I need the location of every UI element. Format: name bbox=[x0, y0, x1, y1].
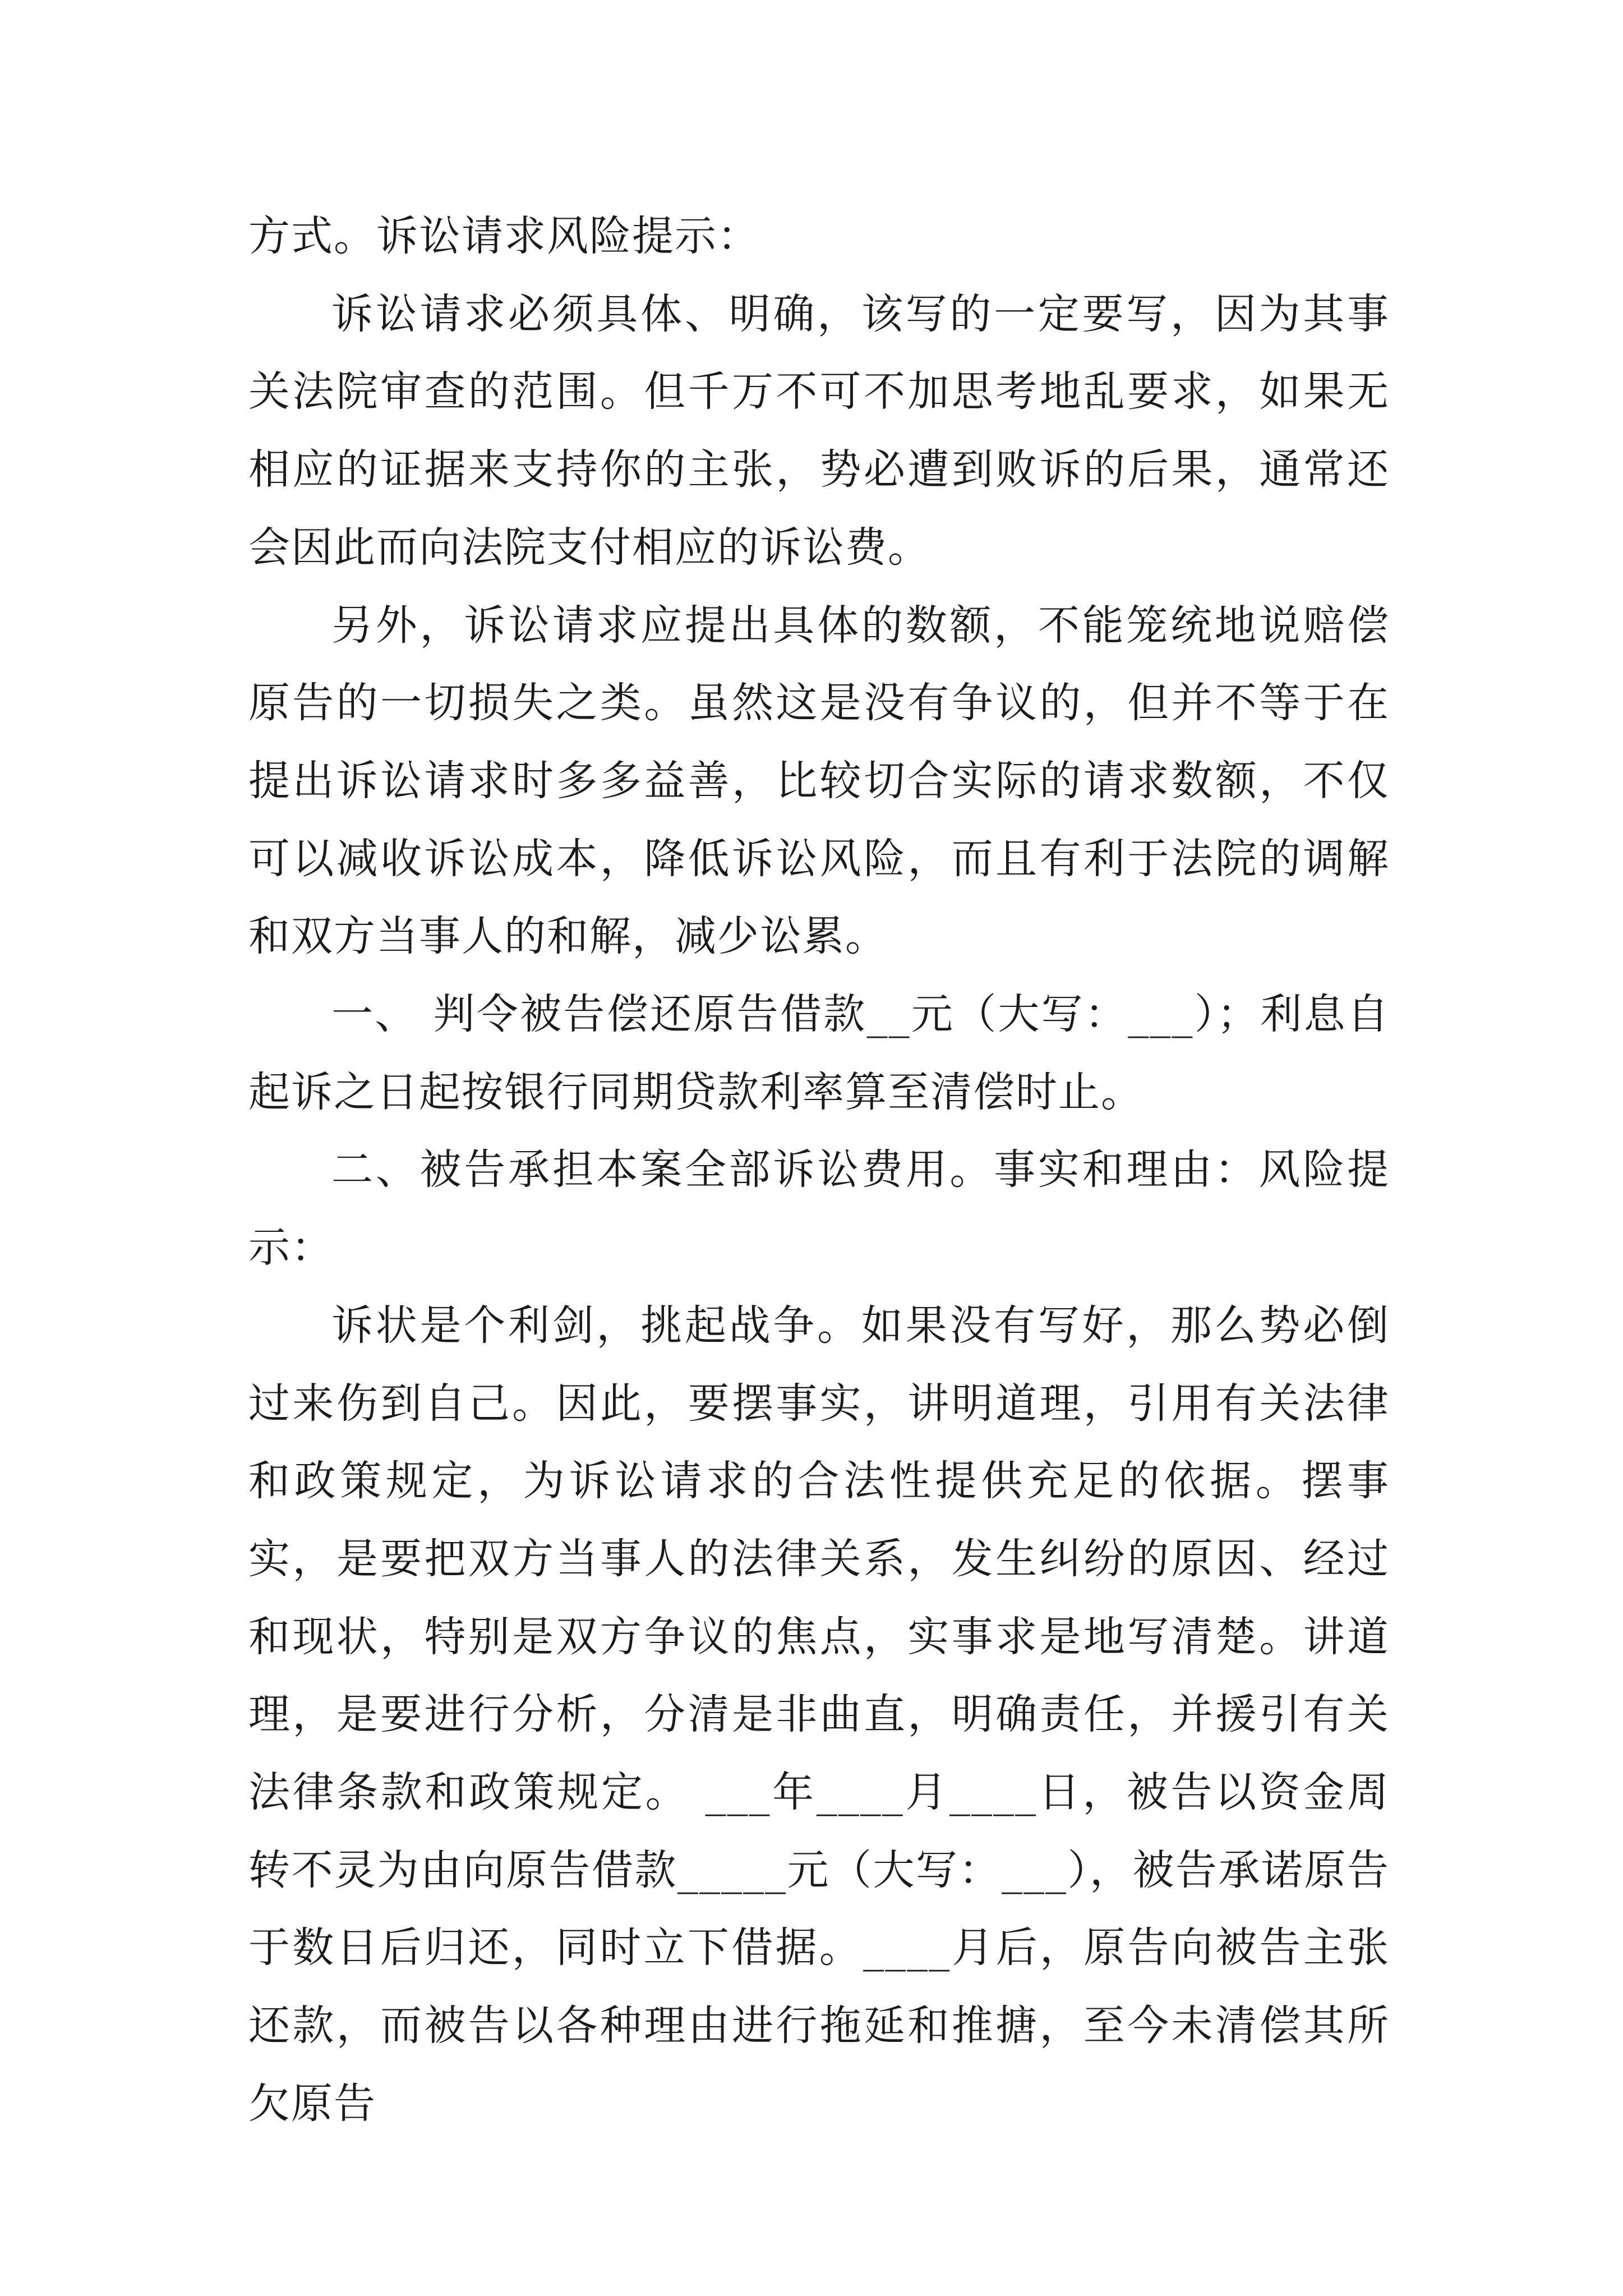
document-body bbox=[248, 197, 1390, 2143]
paragraph-4: 一、 判令被告偿还原告借款__元（大写：___）；利息自起诉之日起按银行同期贷款利率算至清偿时止。 bbox=[248, 990, 1390, 1116]
paragraph-2: 诉讼请求必须具体、明确，该写的一定要写，因为其事关法院审查的范围。但千万不可不加思考地乱要求，如果无相应的证据来支持你的主张，势必遭到败诉的后果，通常还会因此而向法院支付相应的诉讼费。 bbox=[248, 289, 1390, 572]
paragraph-5: 二、被告承担本案全部诉讼费用。事实和理由：风险提示： bbox=[248, 1145, 1390, 1272]
paragraph-1: 方式。诉讼请求风险提示： bbox=[248, 212, 760, 260]
paragraph-6: 诉状是个利剑，挑起战争。如果没有写好，那么势必倒过来伤到自己。因此，要摆事实，讲明道理，引用有关法律和政策规定，为诉讼请求的合法性提供充足的依据。摆事实，是要把双方当事人的法律关系，发生纠纷的原因、经过和现状，特别是双方争议的焦点，实事求是地写清楚。讲道理，是要进行分析，分清是非曲直，明确责任，并援引有关法律条款和政策规定。 ___年____月____日，被告以资金周转不灵为由向原告借款_____元（大写：___），被告承诺原告于数日后归还，同时立下借据。____月后，原告向被告主张还款，而被告以各种理由进行拖延和推搪，至今未清偿其所欠原告 bbox=[248, 1301, 1390, 2128]
paragraph-3: 另外，诉讼请求应提出具体的数额，不能笼统地说赔偿原告的一切损失之类。虽然这是没有争议的，但并不等于在提出诉讼请求时多多益善，比较切合实际的请求数额，不仅可以减收诉讼成本，降低诉讼风险，而且有利于法院的调解和双方当事人的和解，减少讼累。 bbox=[248, 601, 1390, 961]
